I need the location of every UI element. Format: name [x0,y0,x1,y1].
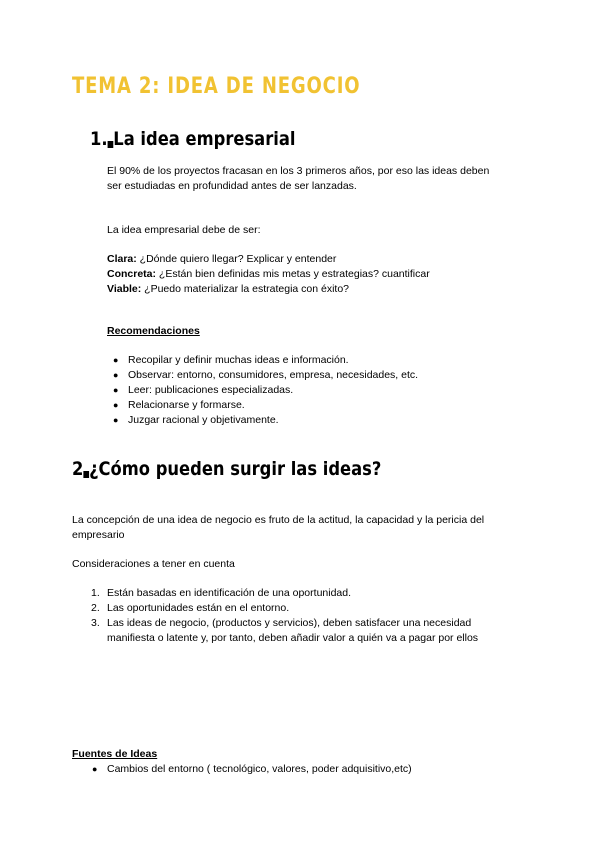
bullet-icon: ● [113,355,119,365]
quality-label: Concreta: [107,268,157,280]
must-be-text: La idea empresarial debe de ser: [107,224,261,236]
section-1-title: La idea empresarial [113,128,296,150]
list-item-text: manifiesta o latente y, por tanto, deben añadir valor a quién va a pagar por ellos [107,632,479,644]
list-item [113,383,294,398]
list-item-text: Las oportunidades están en el entorno. [107,602,290,614]
quality-text: ¿Dónde quiero llegar? Explicar y entender [136,253,337,265]
list-item [113,398,245,413]
quality-label: Clara: [107,253,137,265]
section-2-number: 2 [72,458,84,480]
concept-line-1: La concepción de una idea de negocio es fruto de la actitud, la capacidad y la pericia del [72,514,485,526]
bullet-icon: ● [113,400,119,410]
list-item-continuation [107,631,478,646]
list-item [92,762,412,777]
quality-text: ¿Puedo materializar la estrategia con éxito? [141,283,350,295]
list-item-text: Cambios del entorno ( tecnológico, valores, poder adquisitivo,etc) [107,763,412,775]
section-2-title: ¿Cómo pueden surgir las ideas? [89,458,382,480]
intro-line-2: ser estudiadas en profundidad antes de ser lanzadas. [107,180,357,192]
list-item-text: Observar: entorno, consumidores, empresa, necesidades, etc. [128,369,419,381]
list-item-text: Las ideas de negocio, (productos y servicios), deben satisfacer una necesidad [107,617,472,629]
quality-text: ¿Están bien definidas mis metas y estrategias? cuantificar [156,268,430,280]
quality-clara [107,252,336,267]
section-1-heading [90,128,295,150]
recommendations-title: Recomendaciones [107,325,200,337]
list-item [113,413,279,428]
bullet-icon: ● [113,370,119,380]
bullet-icon: ● [113,415,119,425]
page-title: TEMA 2: IDEA DE NEGOCIO [72,74,361,99]
sources-title: Fuentes de Ideas [72,748,158,760]
list-number: 2. [91,602,100,614]
quality-viable [107,282,349,297]
section-1-number: 1. [90,128,108,150]
list-item [91,586,352,601]
list-item [113,353,349,368]
list-item [91,616,472,631]
list-item [91,601,290,616]
list-item-text: Están basadas en identificación de una oportunidad. [107,587,352,599]
quality-label: Viable: [107,283,142,295]
list-item-text: Recopilar y definir muchas ideas e información. [128,354,349,366]
bullet-icon: ● [113,385,119,395]
section-2-heading [72,458,381,480]
list-number: 3. [91,617,100,629]
list-item [113,368,419,383]
intro-line-1: El 90% de los proyectos fracasan en los 3 primeros años, por eso las ideas deben [107,165,490,177]
list-number: 1. [91,587,100,599]
bullet-icon: ● [92,764,98,774]
list-item-text: Relacionarse y formarse. [128,399,245,411]
concept-line-2: empresario [72,529,125,541]
list-item-text: Juzgar racional y objetivamente. [128,414,279,426]
list-item-text: Leer: publicaciones especializadas. [128,384,294,396]
considerations-text: Consideraciones a tener en cuenta [72,558,235,570]
quality-concreta [107,267,430,282]
